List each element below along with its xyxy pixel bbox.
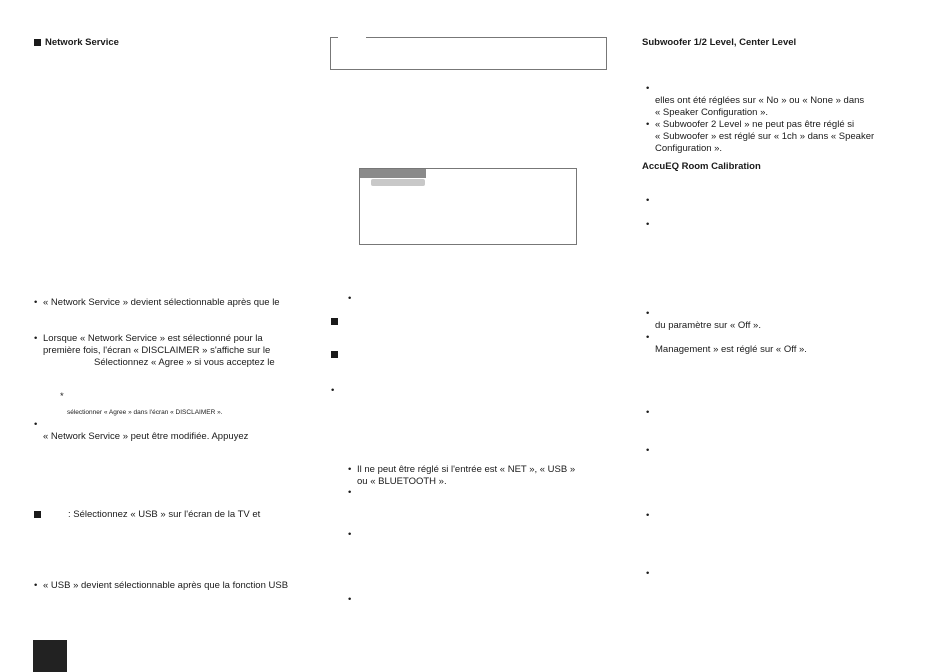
- subwoofer-heading: Subwoofer 1/2 Level, Center Level: [642, 37, 797, 48]
- bullet-dot: •: [348, 293, 352, 304]
- subwoofer-bullet-1-line3: « Speaker Configuration ».: [655, 107, 769, 118]
- network-bullet-2-line2: première fois, l'écran « DISCLAIMER » s'affiche sur le: [43, 345, 271, 356]
- usb-instruction: : Sélectionnez « USB » sur l'écran de la TV et: [68, 509, 261, 520]
- subwoofer-bullet-2-line1: « Subwoofer 2 Level » ne peut pas être réglé si: [655, 119, 855, 130]
- net-usb-bullet-line2: ou « BLUETOOTH ».: [357, 476, 447, 487]
- bullet-dot: •: [646, 510, 650, 521]
- screen-title-bar: [360, 169, 426, 178]
- bullet-dot: •: [646, 407, 650, 418]
- accueq-bullet-4-line2: Management » est réglé sur « Off ».: [655, 344, 807, 355]
- section-marker: [34, 511, 41, 518]
- subwoofer-bullet-2-line3: Configuration ».: [655, 143, 723, 154]
- subwoofer-bullet-1-line2: elles ont été réglées sur « No » ou « None » dans: [655, 95, 865, 106]
- page-number-tab: [33, 640, 67, 672]
- network-bullet-2-line3: Sélectionnez « Agree » si vous acceptez le: [94, 357, 275, 368]
- bullet-dot: •: [331, 385, 335, 396]
- bullet-dot: •: [646, 83, 650, 94]
- net-usb-bullet-line1: Il ne peut être réglé si l'entrée est « NET », « USB »: [357, 464, 576, 475]
- section-marker: [331, 318, 338, 325]
- bullet-dot: •: [34, 580, 38, 591]
- bullet-dot: •: [646, 195, 650, 206]
- bullet-dot: •: [34, 333, 38, 344]
- bullet-dot: •: [34, 297, 38, 308]
- accueq-heading: AccuEQ Room Calibration: [642, 161, 761, 172]
- bullet-dot: •: [646, 568, 650, 579]
- network-bullet-2-line1: Lorsque « Network Service » est sélectionné pour la: [43, 333, 263, 344]
- section-marker: [331, 351, 338, 358]
- network-bullet-3-line2: « Network Service » peut être modifiée. Appuyez: [43, 431, 249, 442]
- bullet-dot: •: [348, 529, 352, 540]
- bullet-dot: •: [34, 419, 38, 430]
- usb-bullet: « USB » devient sélectionnable après que la fonction USB: [43, 580, 289, 591]
- asterisk-note-text: sélectionner « Agree » dans l'écran « DISCLAIMER ».: [67, 409, 223, 416]
- bullet-dot: •: [348, 487, 352, 498]
- screen-highlight-bar: [371, 179, 425, 186]
- note-box: [330, 37, 607, 70]
- subwoofer-bullet-2-line2: « Subwoofer » est réglé sur « 1ch » dans « Speaker: [655, 131, 875, 142]
- bullet-dot: •: [348, 464, 352, 475]
- network-service-heading: Network Service: [45, 37, 119, 48]
- section-marker: [34, 39, 41, 46]
- accueq-bullet-3-line2: du paramètre sur « Off ».: [655, 320, 761, 331]
- bullet-dot: •: [646, 332, 650, 343]
- asterisk-note-marker: *: [60, 391, 64, 402]
- network-bullet-1: « Network Service » devient sélectionnable après que le: [43, 297, 280, 308]
- bullet-dot: •: [646, 219, 650, 230]
- bullet-dot: •: [646, 308, 650, 319]
- bullet-dot: •: [646, 119, 650, 130]
- bullet-dot: •: [646, 445, 650, 456]
- bullet-dot: •: [348, 594, 352, 605]
- note-box-tab: [338, 34, 366, 40]
